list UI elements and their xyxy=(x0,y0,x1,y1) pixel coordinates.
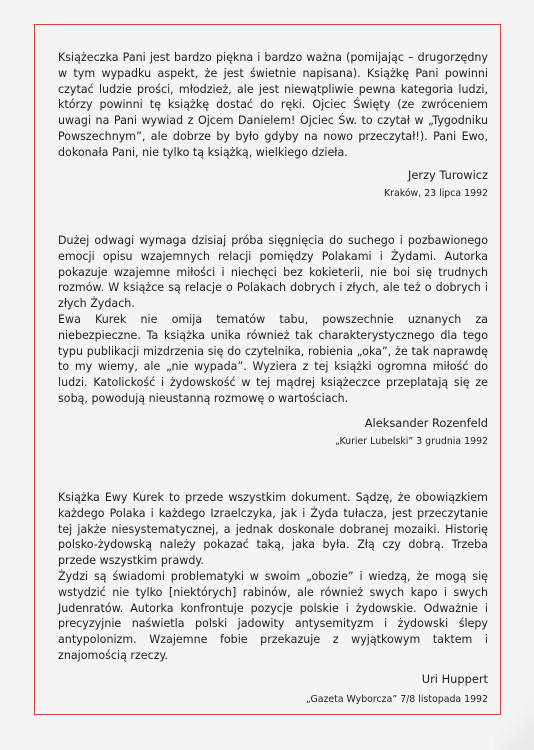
review-author: Aleksander Rozenfeld xyxy=(364,415,488,430)
review-paragraph: Książeczka Pani jest bardzo piękna i bardzo ważna (pomijając – drugorzędny w tym wypadku aspekt, że jest świetnie napisana). Książkę Pani powinni czytać ludzie prości, młodzież, ale jest niewątpliwie pewna kategoria ludzi, którzy powinni tę książkę dostać do ręki. Ojciec Święty (ze zwróceniem uwagi na Pani wywiad z Ojcem Danielem! Ojciec Św. to czytał w „Tygodniku Powszechnym”, ale dobrze by było gdyby na nowo przeczytał!). Pani Ewo, dokonała Pani, nie tylko tą książką, wielkiego dzieła. xyxy=(58,51,488,159)
review-source: „Kurier Lubelski” 3 grudnia 1992 xyxy=(334,435,488,447)
review-author: Jerzy Turowicz xyxy=(408,167,488,182)
review-paragraph: Żydzi są świadomi problematyki w swoim „obozie” i wiedzą, że mogą się wstydzić nie tylko [niektórych] rabinów, ale również swych kapo i swych Judenratów. Autorka konfrontuje pozycje polskie i żydowskie. Odważnie i precyzyjnie naświetla polski jadowity antysemityzm i żydowski ślepy antypolonizm. Wzajemne fobie przekazuje z wyjątkowym taktem i znajomością rzeczy. xyxy=(58,569,488,662)
review-block-turowicz xyxy=(58,50,488,200)
review-paragraph: Ewa Kurek nie omija tematów tabu, powszechnie uznanych za niebezpieczne. Ta książka unika również tak charakterystycznego dla tego typu publikacji mizdrzenia się do czytelnika, robienia „oka”, że tak naprawdę to my wiemy, ale „nie wypada”. Wyziera z tej książki ogromna miłość do ludzi. Katolickość i żydowskość w tej mądrej książeczce przeplatają się ze sobą, powodują nieustanną rozmowę o wartościach. xyxy=(58,312,488,405)
review-paragraph: Książka Ewy Kurek to przede wszystkim dokument. Sądzę, że obowiązkiem każdego Polaka i każdego Izraelczyka, jak i Żyda tułacza, jest przeczytanie tej jakże niesystematycznej, a jednak doskonale dobranej mozaiki. Historię polsko-żydowską należy pokazać taką, jaka była. Złą czy dobrą. Trzeba przede wszystkim prawdy. xyxy=(58,491,488,568)
review-block-rozenfeld xyxy=(58,233,488,448)
review-paragraph: Dużej odwagi wymaga dzisiaj próba sięgnięcia do suchego i pozbawionego emocji opisu wzajemnych relacji pomiędzy Polakami i Żydami. Autorka pokazuje wzajemne miłości i niechęci bez kokieterii, nie boi się trudnych rozmów. W książce są relacje o Polakach dobrych i złych, ale też o dobrych i złych Żydach. xyxy=(58,234,488,311)
review-source: „Gazeta Wyborcza” 7/8 listopada 1992 xyxy=(305,693,488,705)
review-source: Kraków, 23 lipca 1992 xyxy=(383,187,488,199)
review-block-huppert xyxy=(58,490,488,706)
page-corner-shadow xyxy=(494,690,534,750)
review-author: Uri Huppert xyxy=(421,671,488,686)
